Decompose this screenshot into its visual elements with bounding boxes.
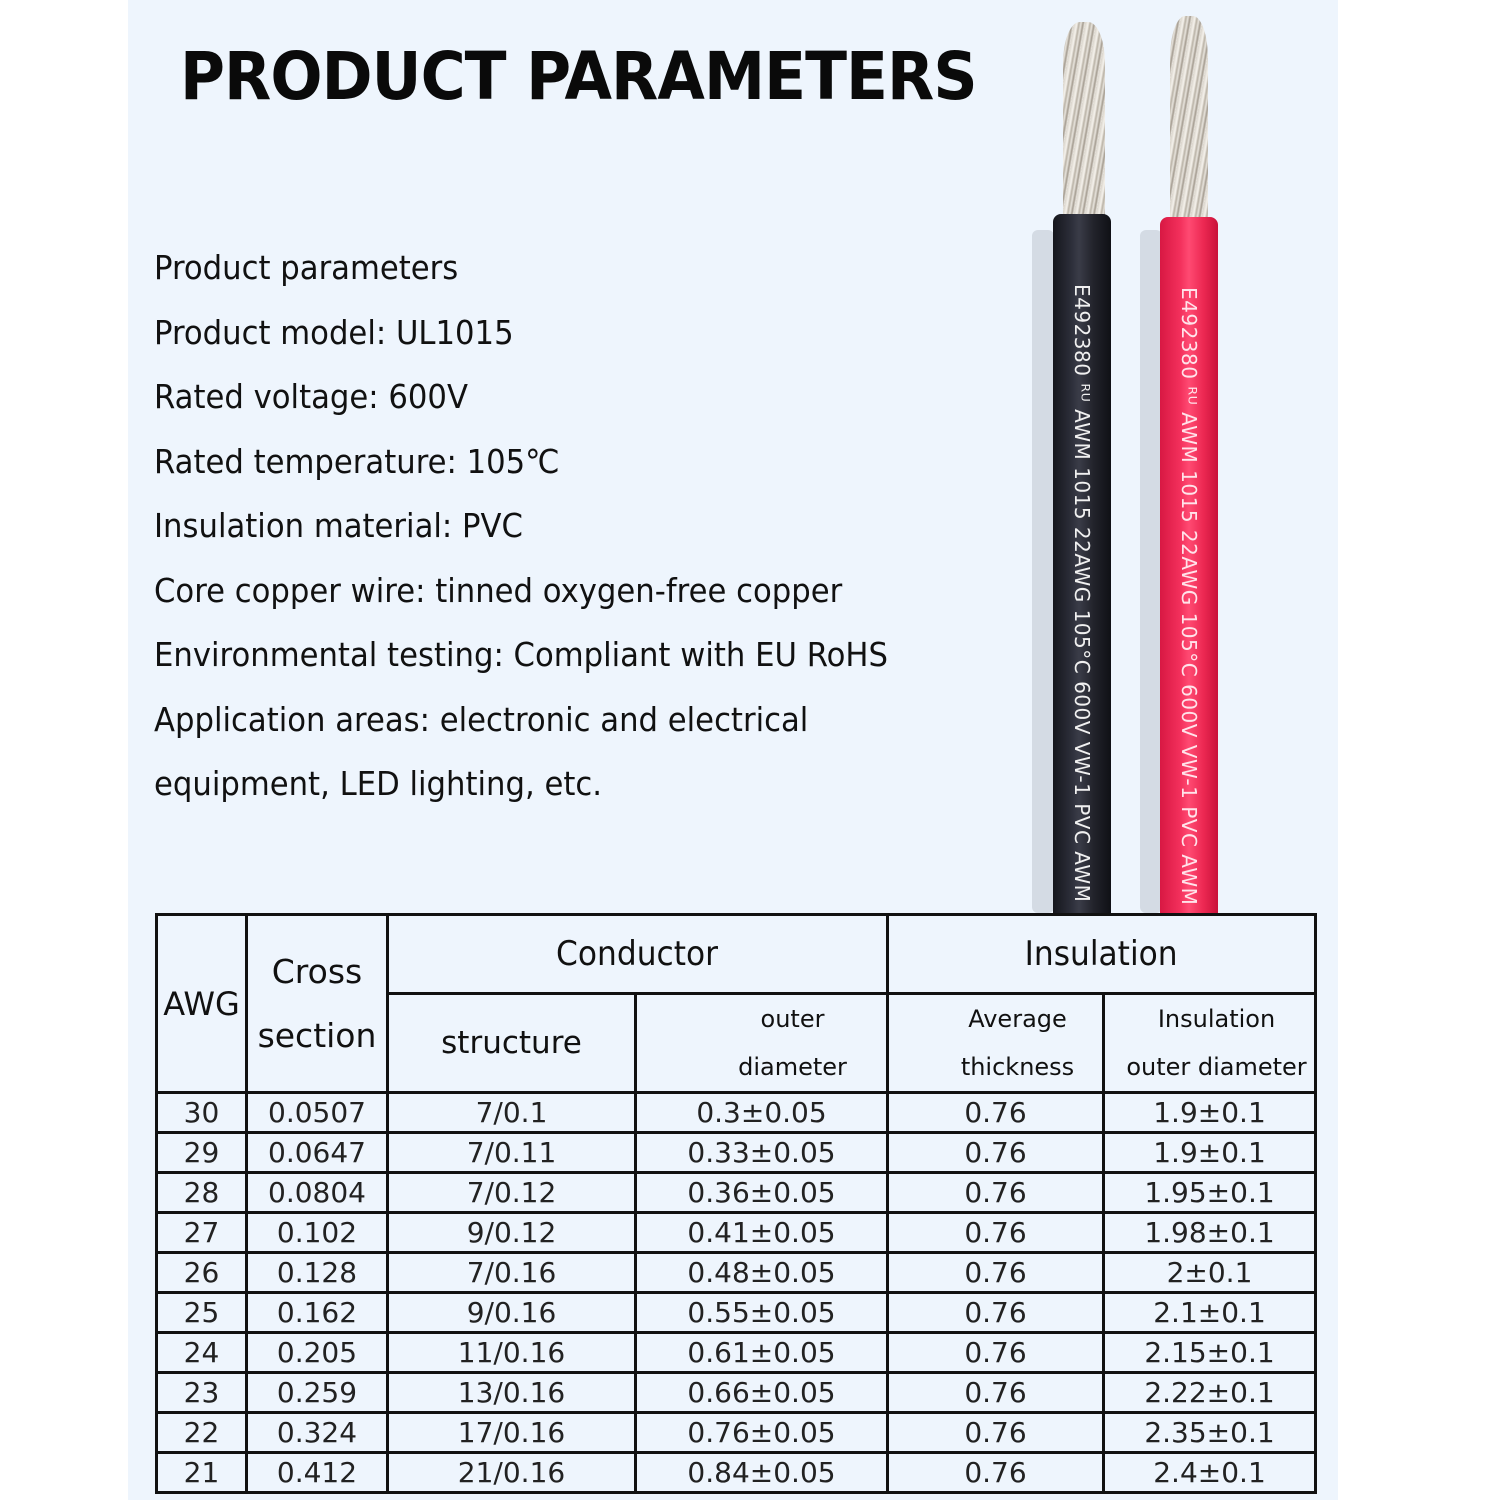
cell-awg: 29: [157, 1133, 247, 1173]
cell-outer-diameter: 0.36±0.05: [636, 1173, 888, 1213]
table-row: [157, 1133, 1316, 1173]
cell-outer-diameter: 0.55±0.05: [636, 1293, 888, 1333]
header-awg: AWG: [157, 915, 247, 1093]
table-row: [157, 1213, 1316, 1253]
cell-outer-diameter: 0.48±0.05: [636, 1253, 888, 1293]
table-row: [157, 1373, 1316, 1413]
cell-awg: 24: [157, 1333, 247, 1373]
cell-awg: 25: [157, 1293, 247, 1333]
cell-awg: 23: [157, 1373, 247, 1413]
cell-structure: 7/0.16: [388, 1253, 636, 1293]
cell-outer-diameter: 0.76±0.05: [636, 1413, 888, 1453]
table-row: [157, 1173, 1316, 1213]
spec-table: [155, 913, 1317, 1494]
param-core-copper-wire: Core copper wire: tinned oxygen-free copper: [154, 570, 843, 610]
cell-awg: 26: [157, 1253, 247, 1293]
red-wire-print: E492380 ᴿᵁ AWM 1015 22AWG 105°C 600V VW-1 PVC AWM: [1177, 287, 1201, 906]
cell-cross-section: 0.102: [247, 1213, 388, 1253]
cell-awg: 21: [157, 1453, 247, 1493]
cell-thickness: 0.76: [888, 1133, 1104, 1173]
table-row: [157, 1293, 1316, 1333]
cell-cross-section: 0.324: [247, 1413, 388, 1453]
param-environmental-testing: Environmental testing: Compliant with EU RoHS: [154, 635, 888, 674]
cell-structure: 7/0.11: [388, 1133, 636, 1173]
red-wire-strands: [1170, 16, 1208, 228]
header-insulation-outer-diameter: Insulation outer diameter: [1104, 994, 1316, 1093]
cell-insulation-od: 1.9±0.1: [1104, 1093, 1316, 1133]
param-rated-voltage: Rated voltage: 600V: [154, 377, 468, 416]
cell-thickness: 0.76: [888, 1333, 1104, 1373]
parameter-list: [154, 236, 943, 817]
cell-awg: 22: [157, 1413, 247, 1453]
cell-insulation-od: 2.1±0.1: [1104, 1293, 1316, 1333]
header-cross-section: Cross section: [247, 915, 388, 1093]
cell-structure: 17/0.16: [388, 1413, 636, 1453]
cell-thickness: 0.76: [888, 1093, 1104, 1133]
cell-structure: 7/0.12: [388, 1173, 636, 1213]
black-wire-print: E492380 ᴿᵁ AWM 1015 22AWG 105°C 600V VW-1 PVC AWM: [1070, 284, 1094, 903]
param-application-areas-cont: equipment, LED lighting, etc.: [154, 764, 603, 803]
cell-thickness: 0.76: [888, 1173, 1104, 1213]
cell-insulation-od: 2.4±0.1: [1104, 1453, 1316, 1493]
cell-awg: 28: [157, 1173, 247, 1213]
table-row: [157, 1253, 1316, 1293]
cell-structure: 7/0.1: [388, 1093, 636, 1133]
cell-structure: 9/0.12: [388, 1213, 636, 1253]
cell-insulation-od: 2.22±0.1: [1104, 1373, 1316, 1413]
header-average-thickness: Average thickness: [888, 994, 1104, 1093]
cell-awg: 30: [157, 1093, 247, 1133]
cell-awg: 27: [157, 1213, 247, 1253]
black-wire-jacket: [1053, 214, 1111, 913]
black-wire-shadow: [1032, 230, 1054, 913]
cell-cross-section: 0.0507: [247, 1093, 388, 1133]
cell-cross-section: 0.0647: [247, 1133, 388, 1173]
cell-thickness: 0.76: [888, 1453, 1104, 1493]
table-row: [157, 1453, 1316, 1493]
cell-insulation-od: 1.9±0.1: [1104, 1133, 1316, 1173]
cell-structure: 11/0.16: [388, 1333, 636, 1373]
table-row: [157, 1333, 1316, 1373]
page-title: PRODUCT PARAMETERS: [180, 38, 977, 115]
cell-thickness: 0.76: [888, 1213, 1104, 1253]
cell-insulation-od: 2±0.1: [1104, 1253, 1316, 1293]
cell-thickness: 0.76: [888, 1413, 1104, 1453]
param-rated-temperature: Rated temperature: 105℃: [154, 441, 560, 481]
cell-insulation-od: 1.98±0.1: [1104, 1213, 1316, 1253]
header-conductor: Conductor: [388, 915, 888, 994]
cell-cross-section: 0.205: [247, 1333, 388, 1373]
black-wire-strands: [1063, 22, 1105, 227]
cell-cross-section: 0.128: [247, 1253, 388, 1293]
cell-thickness: 0.76: [888, 1293, 1104, 1333]
cell-insulation-od: 2.35±0.1: [1104, 1413, 1316, 1453]
cell-outer-diameter: 0.84±0.05: [636, 1453, 888, 1493]
table-row: [157, 1093, 1316, 1133]
param-insulation-material: Insulation material: PVC: [154, 506, 523, 545]
red-wire-shadow: [1140, 230, 1162, 913]
cell-structure: 21/0.16: [388, 1453, 636, 1493]
cell-cross-section: 0.412: [247, 1453, 388, 1493]
cell-insulation-od: 2.15±0.1: [1104, 1333, 1316, 1373]
red-wire-jacket: [1160, 217, 1218, 913]
header-structure: structure: [388, 994, 636, 1093]
cell-cross-section: 0.259: [247, 1373, 388, 1413]
param-application-areas: Application areas: electronic and electrical: [154, 699, 809, 739]
cell-cross-section: 0.0804: [247, 1173, 388, 1213]
cell-outer-diameter: 0.41±0.05: [636, 1213, 888, 1253]
cell-outer-diameter: 0.61±0.05: [636, 1333, 888, 1373]
table-row: [157, 1413, 1316, 1453]
cell-structure: 13/0.16: [388, 1373, 636, 1413]
header-outer-diameter: outer diameter: [636, 994, 888, 1093]
cell-cross-section: 0.162: [247, 1293, 388, 1333]
cell-insulation-od: 1.95±0.1: [1104, 1173, 1316, 1213]
cell-outer-diameter: 0.66±0.05: [636, 1373, 888, 1413]
cell-outer-diameter: 0.33±0.05: [636, 1133, 888, 1173]
cell-structure: 9/0.16: [388, 1293, 636, 1333]
param-heading: Product parameters: [154, 248, 459, 287]
header-insulation: Insulation: [888, 915, 1316, 994]
param-product-model: Product model: UL1015: [154, 312, 514, 352]
cell-thickness: 0.76: [888, 1373, 1104, 1413]
cell-thickness: 0.76: [888, 1253, 1104, 1293]
cell-outer-diameter: 0.3±0.05: [636, 1093, 888, 1133]
